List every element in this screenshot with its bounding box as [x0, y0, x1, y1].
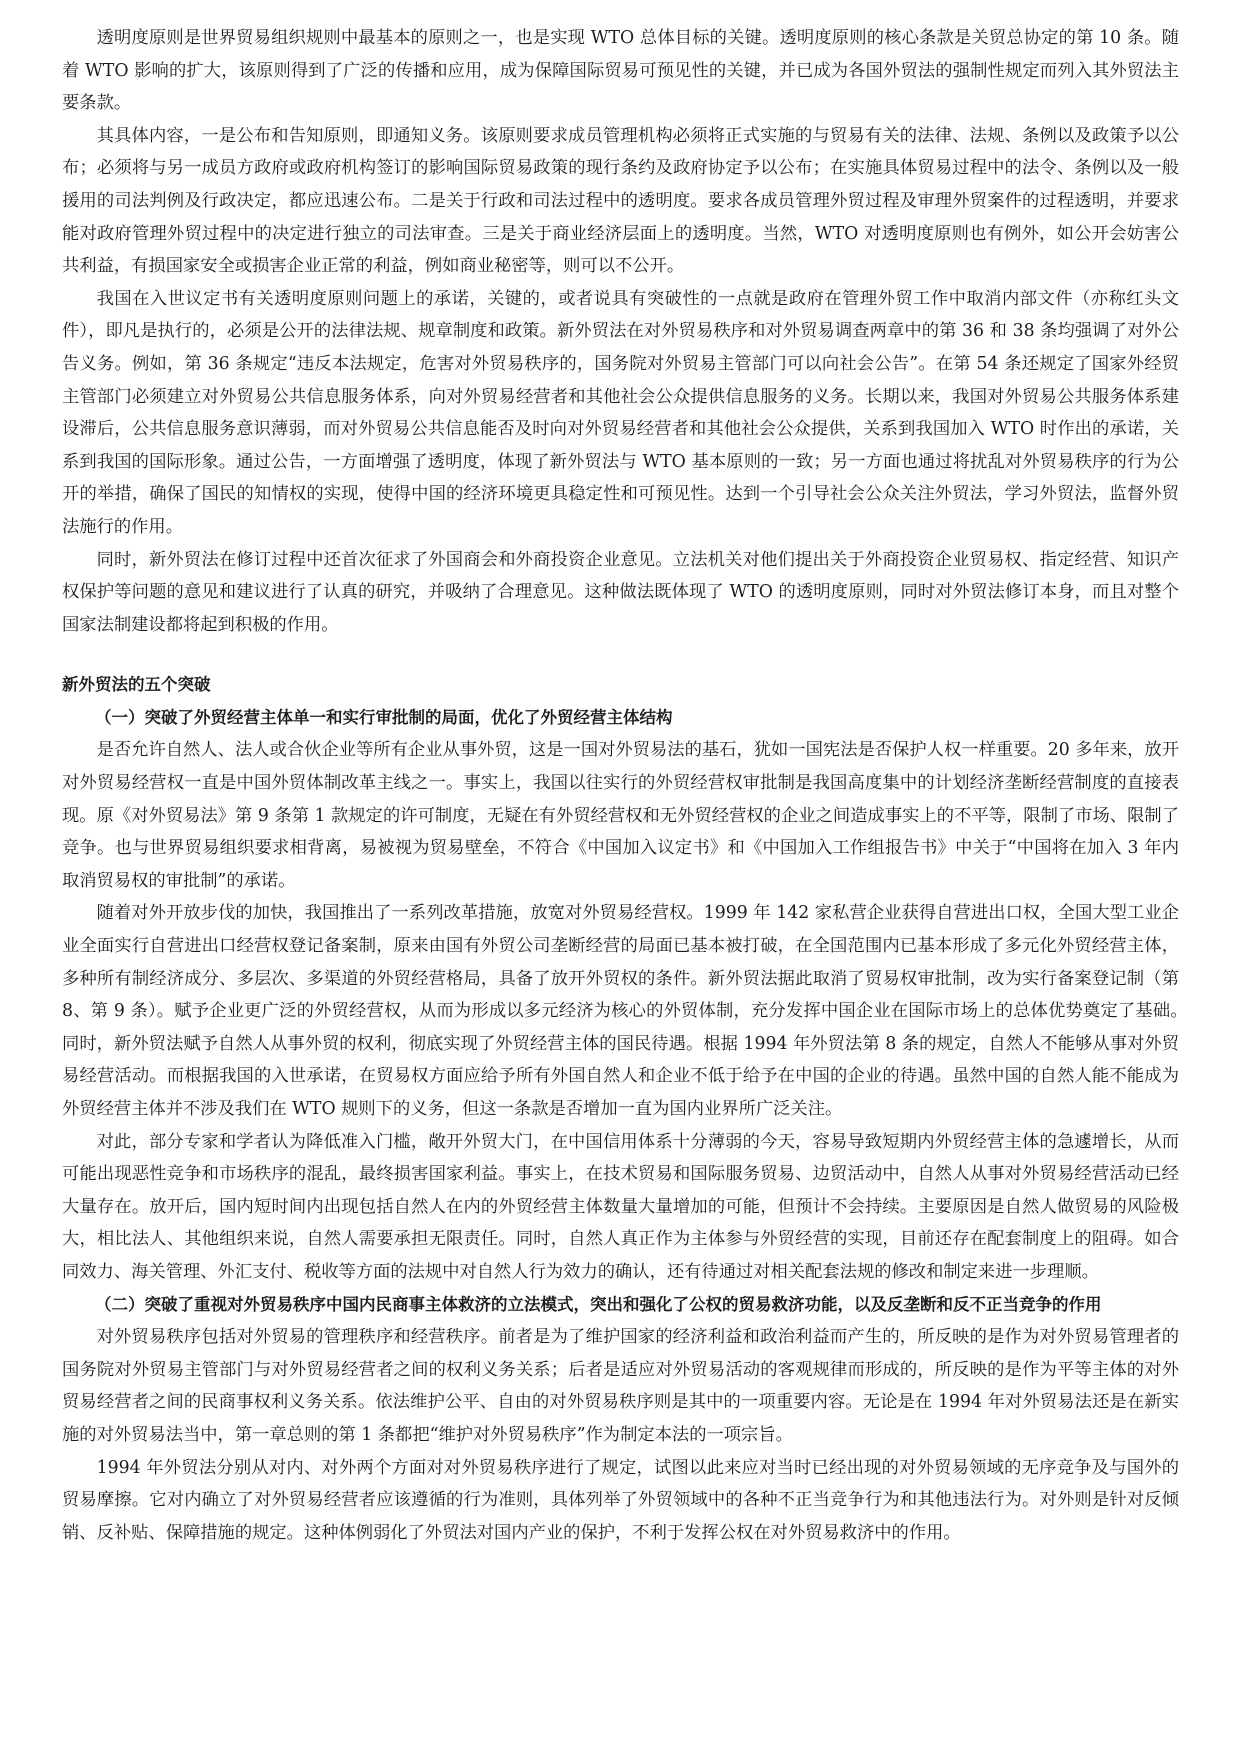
section-title: 新外贸法的五个突破 [62, 675, 211, 695]
intro-paragraph-4: 同时，新外贸法在修订过程中还首次征求了外国商会和外商投资企业意见。立法机关对他们提出关于外商投资企业贸易权、指定经营、知识产权保护等问题的意见和建议进行了认真的研究，并吸纳了合理意见。这种做法既体现了 WTO 的透明度原则，同时对外贸法修订本身，而且对整个国家法制建设都将起到积极的作用。 [62, 549, 1179, 635]
subsection-2-paragraph-1: 对外贸易秩序包括对外贸易的管理秩序和经营秩序。前者是为了维护国家的经济利益和政治利益而产生的，所反映的是作为对外贸易管理者的国务院对外贸易主管部门与对外贸易经营者之间的权利义务关系；后者是适应对外贸易活动的客观规律而形成的，所反映的是作为平等主体的对外贸易经营者之间的民商事权利义务关系。依法维护公平、自由的对外贸易秩序则是其中的一项重要内容。无论是在 1994 年对外贸易法还是在新实施的对外贸易法当中，第一章总则的第 1 条都把“维护对外贸易秩序”作为制定本法的一项宗旨。 [62, 1327, 1179, 1445]
subsection-1-title: （一）突破了外贸经营主体单一和实行审批制的局面，优化了外贸经营主体结构 [95, 707, 673, 727]
intro-paragraph-3: 我国在入世议定书有关透明度原则问题上的承诺，关键的，或者说具有突破性的一点就是政府在管理外贸工作中取消内部文件（亦称红头文件），即凡是执行的，必须是公开的法律法规、规章制度和政策。新外贸法在对外贸易秩序和对外贸易调查两章中的第 36 和 38 条均强调了对外公告义务。例如，第 36 条规定“违反本法规定，危害对外贸易秩序的，国务院对外贸易主管部门可以向社会公告”。在第 54 条还规定了国家外经贸主管部门必须建立对外贸易公共信息服务体系，向对外贸易经营者和其他社会公众提供信息服务的义务。长期以来，我国对外贸易公共服务体系建设滞后，公共信息服务意识薄弱，而对外贸易公共信息能否及时向对外贸易经营者和其他社会公众提供，关系到我国加入 WTO 时作出的承诺，关系到我国的国际形象。通过公告，一方面增强了透明度，体现了新外贸法与 WTO 基本原则的一致；另一方面也通过将扰乱对外贸易秩序的行为公开的举措，确保了国民的知情权的实现，使得中国的经济环境更具稳定性和可预见性。达到一个引导社会公众关注外贸法，学习外贸法，监督外贸法施行的作用。 [62, 288, 1179, 537]
document-page [62, 22, 1197, 1549]
subsection-1-paragraph-2: 随着对外开放步伐的加快，我国推出了一系列改革措施，放宽对外贸易经营权。1999 年 142 家私营企业获得自营进出口权，全国大型工业企业全面实行自营进出口经营权登记备案制，原来由国有外贸公司垄断经营的局面已基本被打破，在全国范围内已基本形成了多元化外贸经营主体，多种所有制经济成分、多层次、多渠道的外贸经营格局，具备了放开外贸权的条件。新外贸法据此取消了贸易权审批制，改为实行备案登记制（第 8、第 9 条）。赋予企业更广泛的外贸经营权，从而为形成以多元经济为核心的外贸体制，充分发挥中国企业在国际市场上的总体优势奠定了基础。 同时，新外贸法赋予自然人从事外贸的权利，彻底实现了外贸经营主体的国民待遇。根据 1994 年外贸法第 8 条的规定，自然人不能够从事对外贸易经营活动。而根据我国的入世承诺，在贸易权方面应给予所有外国自然人和企业不低于给予在中国的企业的待遇。虽然中国的自然人能不能成为外贸经营主体并不涉及我们在 WTO 规则下的义务，但这一条款是否增加一直为国内业界所广泛关注。 [62, 903, 1197, 1119]
subsection-2-title: （二）突破了重视对外贸易秩序中国内民商事主体救济的立法模式，突出和强化了公权的贸易救济功能，以及反垄断和反不正当竞争的作用 [95, 1294, 1102, 1314]
intro-paragraph-2: 其具体内容，一是公布和告知原则，即通知义务。该原则要求成员管理机构必须将正式实施的与贸易有关的法律、法规、条例以及政策予以公布；必须将与另一成员方政府或政府机构签订的影响国际贸易政策的现行条约及政府协定予以公布；在实施具体贸易过程中的法令、条例以及一般援用的司法判例及行政决定，都应迅速公布。二是关于行政和司法过程中的透明度。要求各成员管理外贸过程及审理外贸案件的过程透明，并要求能对政府管理外贸过程中的决定进行独立的司法审查。三是关于商业经济层面上的透明度。当然，WTO 对透明度原则也有例外，如公开会妨害公共利益，有损国家安全或损害企业正常的利益，例如商业秘密等，则可以不公开。 [62, 125, 1179, 277]
intro-paragraph-1: 透明度原则是世界贸易组织规则中最基本的原则之一，也是实现 WTO 总体目标的关键。透明度原则的核心条款是关贸总协定的第 10 条。随着 WTO 影响的扩大，该原则得到了广泛的传播和应用，成为保障国际贸易可预见性的关键，并已成为各国外贸法的强制性规定而列入其外贸法主要条款。 [62, 28, 1179, 114]
subsection-1-paragraph-3: 对此，部分专家和学者认为降低准入门槛，敞开外贸大门，在中国信用体系十分薄弱的今天，容易导致短期内外贸经营主体的急遽增长，从而可能出现恶性竞争和市场秩序的混乱，最终损害国家利益。事实上，在技术贸易和国际服务贸易、边贸活动中，自然人从事对外贸易经营活动已经大量存在。放开后，国内短时间内出现包括自然人在内的外贸经营主体数量大量增加的可能，但预计不会持续。主要原因是自然人做贸易的风险极大，相比法人、其他组织来说，自然人需要承担无限责任。同时，自然人真正作为主体参与外贸经营的实现，目前还存在配套制度上的阻碍。如合同效力、海关管理、外汇支付、税收等方面的法规中对自然人行为效力的确认，还有待通过对相关配套法规的修改和制定来进一步理顺。 [62, 1131, 1179, 1282]
subsection-1-paragraph-1: 是否允许自然人、法人或合伙企业等所有企业从事外贸，这是一国对外贸易法的基石，犹如一国宪法是否保护人权一样重要。20 多年来，放开对外贸易经营权一直是中国外贸体制改革主线之一。事实上，我国以往实行的外贸经营权审批制是我国高度集中的计划经济垄断经营制度的直接表现。原《对外贸易法》第 9 条第 1 款规定的许可制度，无疑在有外贸经营权和无外贸经营权的企业之间造成事实上的不平等，限制了市场、限制了竞争。也与世界贸易组织要求相背离，易被视为贸易壁垒，不符合《中国加入议定书》和《中国加入工作组报告书》中关于“中国将在加入 3 年内取消贸易权的审批制”的承诺。 [62, 740, 1179, 891]
subsection-2-paragraph-2: 1994 年外贸法分别从对内、对外两个方面对对外贸易秩序进行了规定，试图以此来应对当时已经出现的对外贸易领域的无序竞争及与国外的贸易摩擦。它对内确立了对外贸易经营者应该遵循的行为准则，具体列举了外贸领域中的各种不正当竞争行为和其他违法行为。对外则是针对反倾销、反补贴、保障措施的规定。这种体例弱化了外贸法对国内产业的保护，不利于发挥公权在对外贸易救济中的作用。 [62, 1457, 1179, 1543]
section-spacer [62, 641, 1179, 669]
